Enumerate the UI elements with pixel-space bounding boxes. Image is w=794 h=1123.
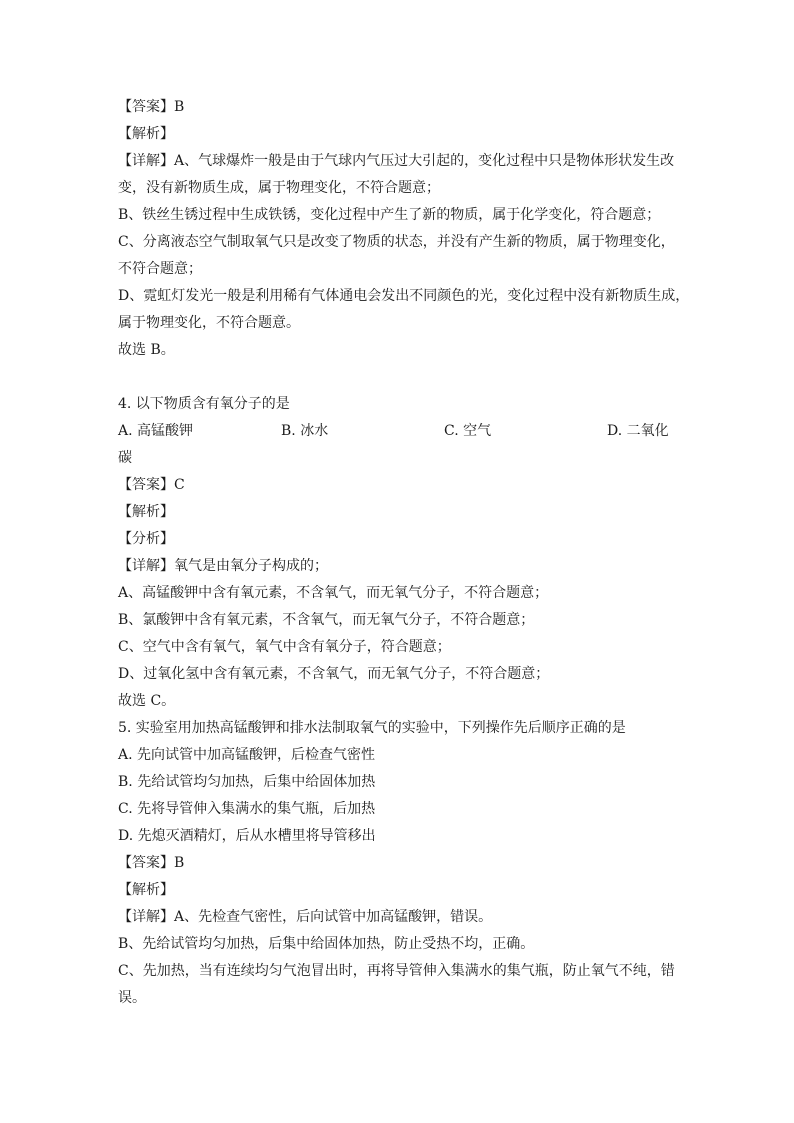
q4-fenxi-heading: 【分析】	[118, 531, 174, 547]
q4-detail-intro: 【详解】氧气是由氧分子构成的；	[118, 558, 328, 574]
q5-option-a: A. 先向试管中加高锰酸钾，后检查气密性	[118, 747, 376, 763]
section-gap	[118, 364, 678, 391]
q4-option-b: B. 冰水	[281, 423, 329, 439]
q3-analysis-heading: 【解析】	[118, 126, 174, 142]
q3-detail-a: 【详解】A、气球爆炸一般是由于气球内气压过大引起的，变化过程中只是物体形状发生改	[118, 153, 675, 169]
q3-detail-a-cont: 变，没有新物质生成，属于物理变化，不符合题意；	[118, 180, 440, 196]
q4-stem: 4. 以下物质含有氧分子的是	[118, 396, 290, 412]
q3-detail-b: B、铁丝生锈过程中生成铁锈，变化过程中产生了新的物质，属于化学变化，符合题意；	[118, 207, 661, 223]
q4-answer: 【答案】C	[118, 477, 185, 493]
q5-stem: 5. 实验室用加热高锰酸钾和排水法制取氧气的实验中，下列操作先后顺序正确的是	[118, 720, 626, 736]
document-page	[118, 94, 690, 1012]
q4-analysis-heading: 【解析】	[118, 504, 174, 520]
q5-analysis-heading: 【解析】	[118, 882, 174, 898]
q5-option-b: B. 先给试管均匀加热，后集中给固体加热	[118, 774, 376, 790]
q5-detail-b: B、先给试管均匀加热，后集中给固体加热，防止受热不均，正确。	[118, 936, 535, 952]
q4-detail-a: A、高锰酸钾中含有氧元素，不含氧气，而无氧气分子，不符合题意；	[118, 585, 549, 601]
q5-detail-a: 【详解】A、先检查气密性，后向试管中加高锰酸钾，错误。	[118, 909, 493, 925]
q4-option-c: C. 空气	[444, 423, 492, 439]
q3-conclusion: 故选 B。	[118, 342, 175, 358]
q5-option-c: C. 先将导管伸入集满水的集气瓶，后加热	[118, 801, 376, 817]
q4-option-d: D. 二氧化	[607, 423, 669, 439]
q4-detail-c: C、空气中含有氧气，氧气中含有氧分子，符合题意；	[118, 639, 451, 655]
q3-detail-d: D、霓虹灯发光一般是利用稀有气体通电会发出不同颜色的光，变化过程中没有新物质生成，	[118, 288, 690, 304]
q3-answer: 【答案】B	[118, 99, 185, 115]
q4-options	[118, 418, 678, 445]
q5-detail-c: C、先加热，当有连续均匀气泡冒出时，再将导管伸入集满水的集气瓶，防止氧气不纯，错	[118, 963, 675, 979]
q4-conclusion: 故选 C。	[118, 693, 176, 709]
q3-detail-d-cont: 属于物理变化，不符合题意。	[118, 315, 300, 331]
q4-option-a: A. 高锰酸钾	[118, 423, 194, 439]
q5-answer: 【答案】B	[118, 855, 185, 871]
q3-detail-c: C、分离液态空气制取氧气只是改变了物质的状态，并没有产生新的物质，属于物理变化，	[118, 234, 675, 250]
q4-detail-d: D、过氧化氢中含有氧元素，不含氧气，而无氧气分子，不符合题意；	[118, 666, 550, 682]
q4-option-d-wrap: 碳	[118, 450, 132, 466]
q3-detail-c-cont: 不符合题意；	[118, 261, 202, 277]
q4-detail-b: B、氯酸钾中含有氧元素，不含氧气，而无氧气分子，不符合题意；	[118, 612, 535, 628]
q5-option-d: D. 先熄灭酒精灯，后从水槽里将导管移出	[118, 828, 376, 844]
q5-detail-c-cont: 误。	[118, 990, 146, 1006]
